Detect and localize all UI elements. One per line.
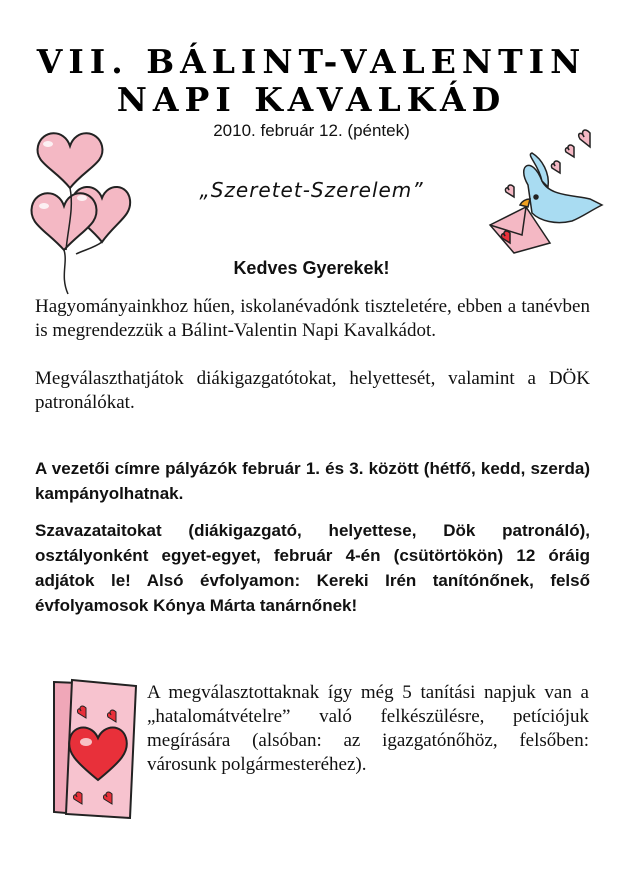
bird-with-love-letter-icon bbox=[486, 125, 606, 255]
handover-paragraph: A megválasztottaknak így még 5 tanítási napjuk van a „hatalomátvételre” való felkészülésre, petíciójuk megírására (alsóban: az igazgatónőhöz, felsőben: városunk polgármesteréhez). bbox=[147, 682, 589, 775]
greeting: Kedves Gyerekek! bbox=[233, 258, 390, 278]
event-date: 2010. február 12. (péntek) bbox=[213, 121, 410, 140]
title-line-2: NAPI KAVALKÁD bbox=[116, 80, 507, 119]
intro-paragraph: Hagyományainkhoz hűen, iskolanévadónk tiszteletére, ebben a tanévben is megrendezzük a Bálint-Valentin Napi Kavalkádot. bbox=[35, 296, 590, 341]
valentine-card-icon bbox=[42, 676, 142, 820]
campaign-paragraph: A vezetői címre pályázók február 1. és 3. között (hétfő, kedd, szerda) kampányolhatnak. bbox=[35, 459, 590, 503]
title-line-1: VII. BÁLINT-VALENTIN bbox=[36, 42, 587, 81]
voting-paragraph: Szavazataitokat (diákigazgató, helyettese, Dök patronáló), osztályonként egyet-egyet, február 4-én (csütörtökön) 12 óráig adjátok le! Alsó évfolyamon: Kereki Irén tanítónőnek, felső évfolyamosok Kónya Márta tanárnőnek! bbox=[35, 521, 590, 615]
election-paragraph: Megválaszthatjátok diákigazgatótokat, helyettesét, valamint a DÖK patronálókat. bbox=[35, 368, 590, 413]
motto: „Szeretet-Szerelem” bbox=[199, 178, 424, 202]
